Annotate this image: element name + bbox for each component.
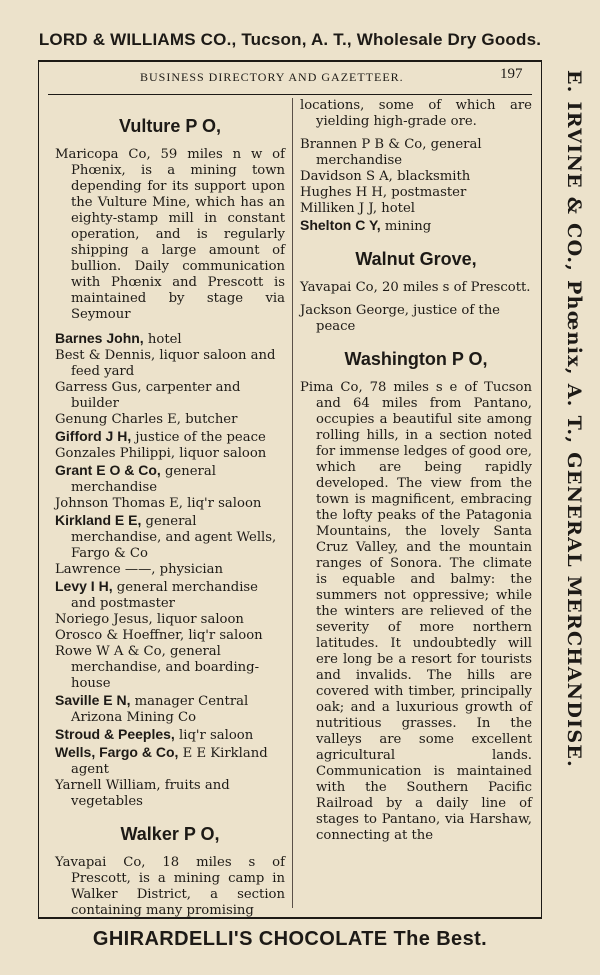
frame-right-rule — [541, 60, 542, 918]
left-column — [55, 98, 285, 926]
washington-description: Pima Co, 78 miles s e of Tucson and 64 miles from Pantano, occupies a beautiful site among rolling hills, in a section noted for immense ledges of good ore, which are being rapidly developed. The view from the town is magnificent, embracing the lofty peaks of the Patagonia Mountains, the lovely Santa Cruz Valley, and the mountain ranges of Sonora. The climate is equable and balmy: the summers not oppressive; while the winters are relieved of the severity of more northern latitudes. It undoubtedly will ere long be a resort for tourists and invalids. The hills are covered with timber, principally oak; and a luxurious growth of nutritious grasses. In the valleys are some excellent agricultural lands. Communication is maintained with the Southern Pacific Railroad by a daily line of stages to Pantano, via Harshaw, connecting at the — [300, 380, 532, 843]
directory-entry — [55, 562, 285, 578]
entry-text: Davidson S A, blacksmith — [300, 169, 471, 184]
entry-text: hotel — [143, 332, 182, 347]
bottom-advertisement: GHIRARDELLI'S CHOCOLATE The Best. — [92, 928, 488, 950]
directory-entry — [55, 348, 285, 380]
entry-text: Hughes H H, postmaster — [300, 185, 467, 200]
entry-text: Jackson George, justice of the peace — [300, 303, 500, 334]
entry-text: Yarnell William, fruits and vegetables — [55, 778, 230, 809]
directory-entry — [55, 330, 285, 348]
entry-name: Shelton C Y, — [300, 217, 381, 233]
top-advertisement: LORD & WILLIAMS CO., Tucson, A. T., Wholesale Dry Goods. — [38, 30, 542, 49]
walnut-grove-heading: Walnut Grove, — [355, 249, 477, 269]
directory-entry — [55, 644, 285, 692]
entry-text: Garress Gus, carpenter and builder — [55, 380, 241, 411]
directory-entry — [300, 169, 532, 185]
entry-text: Noriego Jesus, liquor saloon — [55, 612, 244, 627]
entry-text: Genung Charles E, butcher — [55, 412, 238, 427]
vulture-entry-list — [55, 330, 285, 810]
walnut-grove-entry-list — [300, 303, 532, 335]
entry-name: Kirkland E E, — [55, 512, 142, 528]
entry-text: Rowe W A & Co, general merchandise, and boarding-house — [55, 644, 260, 691]
entry-text: general merchandise — [71, 464, 216, 495]
entry-name: Saville E N, — [55, 692, 131, 708]
directory-entry — [55, 744, 285, 778]
entry-text: general merchandise and postmaster — [71, 580, 258, 611]
entry-text: Milliken J J, hotel — [300, 201, 415, 216]
entry-text: Lawrence ——, physician — [55, 562, 223, 577]
directory-entry — [55, 726, 285, 744]
directory-entry — [55, 428, 285, 446]
directory-entry — [55, 578, 285, 612]
entry-text: Orosco & Hoeffner, liq'r saloon — [55, 628, 263, 643]
washington-heading: Washington P O, — [344, 349, 488, 369]
entry-name: Stroud & Peeples, — [55, 726, 175, 742]
directory-entry — [300, 303, 532, 335]
directory-entry — [300, 217, 532, 235]
running-head-title: BUSINESS DIRECTORY AND GAZETTEER. — [140, 70, 404, 84]
entry-text: Brannen P B & Co, general merchandise — [300, 137, 482, 168]
directory-entry — [55, 462, 285, 496]
entry-text: Johnson Thomas E, liq'r saloon — [55, 496, 262, 511]
side-advertisement — [554, 70, 594, 920]
head-rule — [48, 94, 532, 95]
directory-entry — [55, 412, 285, 428]
entry-text: Best & Dennis, liquor saloon and feed yard — [55, 348, 276, 379]
directory-entry — [55, 612, 285, 628]
entry-name: Wells, Fargo & Co, — [55, 744, 179, 760]
walker-description: Yavapai Co, 18 miles s of Prescott, is a mining camp in Walker District, a section containing many promising — [55, 855, 285, 918]
vulture-heading: Vulture P O, — [118, 116, 222, 136]
directory-entry — [55, 692, 285, 726]
entry-text: mining — [380, 219, 432, 234]
directory-entry — [300, 185, 532, 201]
directory-entry — [55, 496, 285, 512]
walker-entry-list — [300, 137, 532, 235]
vulture-description: Maricopa Co, 59 miles n w of Phœnix, is a mining town depending for its support upon the Vulture Mine, which has an eighty-stamp mill in constant operation, and is regularly shipping a large amount of bullion. Daily communication with Phœnix and Prescott is maintained by stage via Seymour — [55, 147, 285, 322]
side-advertisement-text: E. IRVINE & CO., Phœnix, A. T., GENERAL MERCHANDISE. — [563, 70, 585, 769]
walnut-grove-description: Yavapai Co, 20 miles s of Prescott. — [300, 280, 531, 295]
directory-entry — [55, 446, 285, 462]
column-divider — [292, 98, 293, 908]
frame-top-rule — [38, 60, 542, 62]
entry-text: general merchandise, and agent Wells, Fargo & Co — [71, 514, 277, 561]
directory-entry — [55, 628, 285, 644]
directory-entry — [300, 201, 532, 217]
entry-text: justice of the peace — [131, 430, 266, 445]
entry-text: liq'r saloon — [174, 728, 254, 743]
walker-description-continued: locations, some of which are yielding high-grade ore. — [300, 98, 532, 129]
directory-entry — [55, 778, 285, 810]
page-number: 197 — [500, 66, 523, 82]
entry-name: Levy I H, — [55, 578, 113, 594]
frame-left-rule — [38, 60, 39, 918]
directory-entry — [300, 137, 532, 169]
right-column — [300, 98, 532, 851]
entry-text: E E Kirkland agent — [71, 746, 268, 777]
entry-name: Grant E O & Co, — [55, 462, 161, 478]
directory-entry — [55, 380, 285, 412]
entry-name: Gifford J H, — [55, 428, 132, 444]
entry-name: Barnes John, — [55, 330, 144, 346]
entry-text: manager Central Arizona Mining Co — [71, 694, 249, 725]
walker-heading: Walker P O, — [120, 824, 220, 844]
entry-text: Gonzales Philippi, liquor saloon — [55, 446, 267, 461]
directory-entry — [55, 512, 285, 562]
